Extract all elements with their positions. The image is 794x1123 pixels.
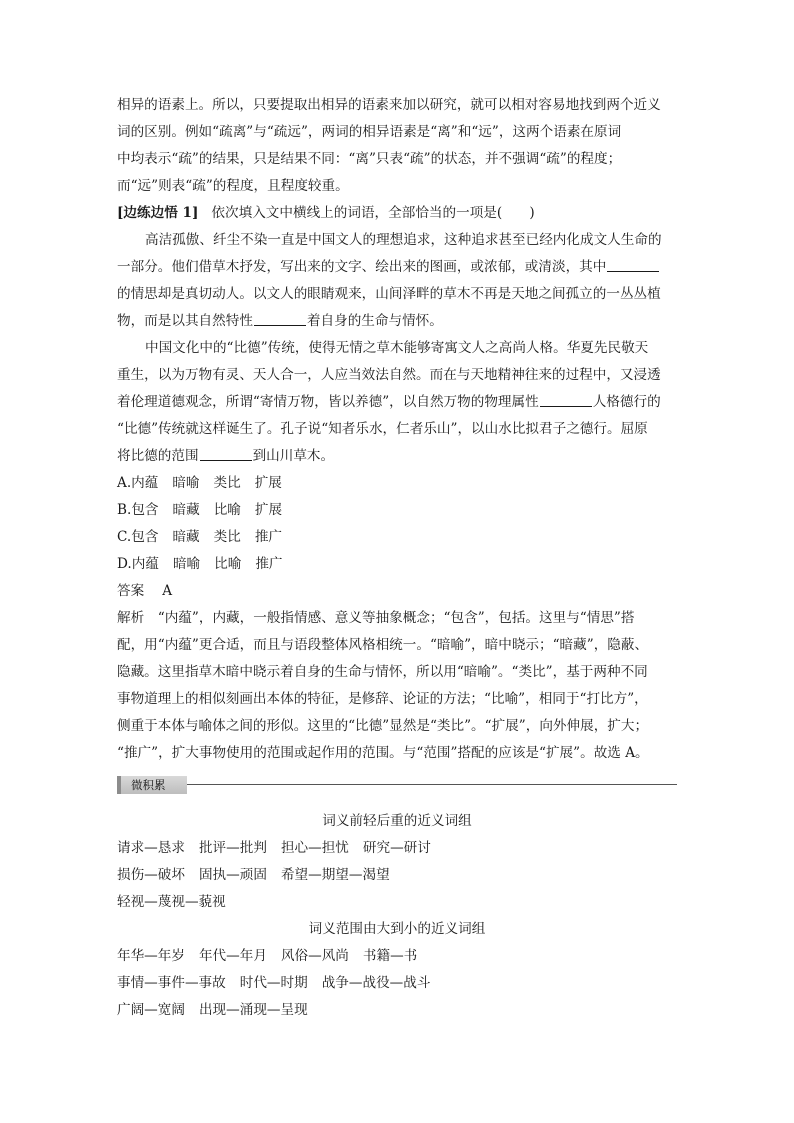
passage-line: [117, 308, 677, 335]
passage-text: 着自身的生命与情怀。: [306, 313, 443, 329]
analysis-line: 配，用“内蕴”更合适，而且与语段整体风格相统一。“暗喻”，暗中晓示；“暗藏”，隐蔽、: [117, 637, 649, 653]
exercise-question-text: 依次填入文中横线上的词语，全部恰当的一项是( ): [211, 205, 535, 221]
intro-paragraph: [117, 92, 677, 200]
word-group: 年华—年岁: [117, 948, 185, 964]
analysis-line: 解析 “内蕴”，内藏，一般指情感、意义等抽象概念；“包含”，包括。这里与“情思”搭: [117, 610, 635, 626]
passage-text: 物，而是以其自然特性: [117, 313, 253, 329]
word-group: 轻视—蔑视—藐视: [117, 894, 226, 910]
passage-line: [117, 389, 677, 416]
option-word: 推广: [255, 556, 283, 572]
intro-line: 相异的语素上。所以，只要提取出相异的语素来加以研究，就可以相对容易地找到两个近义: [117, 97, 661, 113]
section-divider: [117, 774, 677, 796]
option-word: 内蕴: [131, 556, 159, 572]
fill-blank-2: [254, 310, 306, 326]
intro-line: 而“远”则表“疏”的程度，且程度较重。: [117, 178, 349, 194]
intro-line: 词的区别。例如“疏离”与“疏远”，两词的相异语素是“离”和“远”，这两个语素在原词: [117, 124, 622, 140]
word-group: 固执—顽固: [198, 867, 267, 883]
option-word: 暗喻: [172, 556, 201, 572]
word-group-line: [117, 997, 677, 1024]
option-c: [117, 524, 677, 551]
passage-line: 重生，以为万物有灵、天人合一，人应当效法自然。而在与天地精神往来的过程中，又浸透: [117, 367, 661, 383]
option-word: 扩展: [254, 502, 283, 518]
word-group: 请求—恳求: [117, 840, 185, 856]
analysis-line: 隐藏。这里指草木暗中晓示着自身的生命与情怀，所以用“暗喻”。“类比”，基于两种不同: [117, 664, 648, 680]
word-group: 广阔—宽阔: [117, 1002, 185, 1018]
option-word: 包含: [131, 529, 159, 545]
option-word: 类比: [213, 529, 241, 545]
group1-title: 词义前轻后重的近义词组: [322, 813, 472, 829]
option-label: D.: [117, 556, 132, 572]
word-group: 研究—研讨: [362, 840, 431, 856]
page-content: [117, 92, 677, 1024]
passage-line: [117, 443, 677, 470]
word-group: 年代—年月: [198, 948, 267, 964]
word-group: 希望—期望—渴望: [280, 867, 390, 883]
passage-text: 人格德行的: [592, 394, 661, 410]
analysis-line: “推广”，扩大事物使用的范围或起作用的范围。与“范围”搭配的应该是“扩展”。故选 A。: [117, 745, 649, 761]
word-group: 出现—涌现—呈现: [198, 1002, 308, 1018]
word-group-line: [117, 943, 677, 970]
word-group-line: [117, 835, 677, 862]
option-label: B.: [117, 502, 132, 518]
word-group: 战争—战役—战斗: [321, 975, 431, 991]
accumulation-tag: 微积累: [117, 776, 187, 794]
option-word: 暗藏: [172, 502, 200, 518]
group2-title: 词义范围由大到小的近义词组: [308, 921, 486, 937]
word-group-line: [117, 862, 677, 889]
word-group-line: [117, 889, 677, 916]
passage-line: [117, 254, 677, 281]
fill-blank-3: [540, 391, 592, 407]
option-word: 扩展: [254, 475, 282, 491]
option-word: 暗喻: [172, 475, 200, 491]
word-group: 事情—事件—事故: [117, 975, 226, 991]
word-group: 时代—时期: [239, 975, 308, 991]
passage-line: “比德”传统就这样诞生了。孔子说“知者乐水，仁者乐山”，以山水比拟君子之德行。屈原: [117, 421, 648, 437]
options-list: [117, 470, 677, 578]
answer-label: 答案: [117, 583, 145, 599]
answer-value: A: [162, 583, 173, 599]
option-word: 比喻: [214, 556, 242, 572]
option-word: 推广: [254, 529, 282, 545]
word-group: 损伤—破坏: [117, 867, 185, 883]
option-d: [117, 551, 677, 578]
exercise-question: [117, 200, 677, 227]
word-group: 担心—担忧: [280, 840, 349, 856]
passage-text: 着伦理道德观念，所谓“寄情万物，皆以养德”，以自然万物的物理属性: [117, 394, 539, 410]
divider-rule: [187, 784, 677, 785]
passage-paragraph-1: [117, 227, 677, 335]
option-b: [117, 497, 677, 524]
word-group: 风俗—风尚: [280, 948, 349, 964]
intro-line: 中均表示“疏”的结果，只是结果不同：“离”只表“疏”的状态，并不强调“疏”的程度；: [117, 151, 622, 167]
passage-paragraph-2: [117, 335, 677, 470]
word-group: 书籍—书: [362, 948, 418, 964]
passage-text: 到山川草木。: [252, 448, 335, 464]
option-a: [117, 470, 677, 497]
fill-blank-4: [200, 445, 252, 461]
option-word: 包含: [131, 502, 159, 518]
option-word: 比喻: [213, 502, 241, 518]
passage-line: 高洁孤傲、纤尘不染一直是中国文人的理想追求，这种追求甚至已经内化成文人生命的: [145, 232, 662, 248]
option-label: A.: [117, 475, 132, 491]
answer-line: [117, 578, 677, 605]
analysis-line: 事物道理上的相似刻画出本体的特征，是修辞、论证的方法；“比喻”，相同于“打比方”，: [117, 691, 648, 707]
option-label: C.: [117, 529, 132, 545]
word-group-line: [117, 970, 677, 997]
option-word: 内蕴: [131, 475, 159, 491]
passage-text: 一部分。他们借草木抒发，写出来的文字、绘出来的图画，或浓郁，或清淡，其中: [117, 259, 607, 275]
analysis-paragraph: [117, 605, 677, 767]
word-group: 批评—批判: [198, 840, 267, 856]
passage-text: 将比德的范围: [117, 448, 199, 464]
option-word: 暗藏: [172, 529, 200, 545]
option-word: 类比: [213, 475, 241, 491]
exercise-tag: [边练边悟 1]: [117, 205, 199, 221]
fill-blank-1: [607, 256, 659, 272]
passage-line: 的情思却是真切动人。以文人的眼睛观来，山间泽畔的草木不再是天地之间孤立的一丛丛植: [117, 286, 661, 302]
analysis-line: 侧重于本体与喻体之间的形似。这里的“比德”显然是“类比”。“扩展”，向外伸展，扩大；: [117, 718, 649, 734]
passage-line: 中国文化中的“比德”传统，使得无情之草木能够寄寓文人之高尚人格。华夏先民敬天: [145, 340, 649, 356]
